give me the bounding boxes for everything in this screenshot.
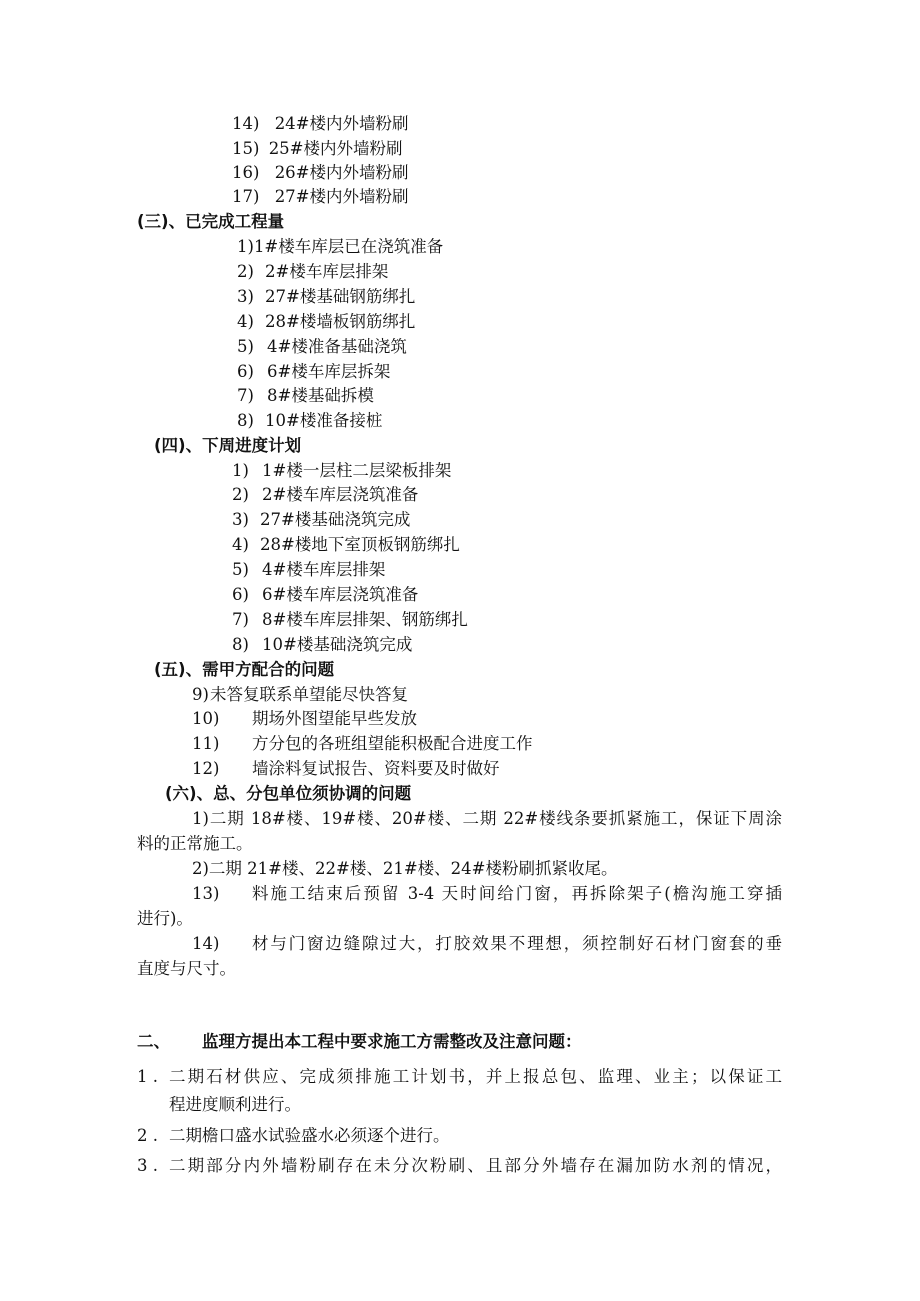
paragraph-line: 进行)。 <box>137 909 193 928</box>
list-item: 3) 27#楼基础钢筋绑扎 <box>237 287 416 306</box>
list-item: 16) 26#楼内外墙粉刷 <box>232 163 409 182</box>
list-item: 8) 10#楼基础浇筑完成 <box>232 635 413 654</box>
numbered-item: 1 . 二期石材供应、完成须排施工计划书，并上报总包、监理、业主；以保证工 <box>137 1067 782 1086</box>
list-item: 5) 4#楼准备基础浇筑 <box>237 337 407 356</box>
list-item: 11) 方分包的各班组望能积极配合进度工作 <box>192 734 533 753</box>
part-number: 二、 <box>137 1032 170 1051</box>
list-item: 1) 1#楼一层柱二层梁板排架 <box>232 461 452 480</box>
numbered-item: 3 . 二期部分内外墙粉刷存在未分次粉刷、且部分外墙存在漏加防水剂的情况， <box>137 1156 782 1175</box>
list-item: 17) 27#楼内外墙粉刷 <box>232 187 409 206</box>
list-item: 3) 27#楼基础浇筑完成 <box>232 510 411 529</box>
section-heading: (三)、已完成工程量 <box>137 212 285 231</box>
paragraph-line: 直度与尺寸。 <box>137 959 236 978</box>
numbered-item-continuation: 程进度顺利进行。 <box>169 1095 301 1114</box>
list-item: 2) 2#楼车库层排架 <box>237 262 389 281</box>
list-item: 15) 25#楼内外墙粉刷 <box>232 139 403 158</box>
list-item: 5) 4#楼车库层排架 <box>232 560 386 579</box>
list-item: 1)1#楼车库层已在浇筑准备 <box>237 237 444 256</box>
paragraph-line: 1)二期 18#楼、19#楼、20#楼、二期 22#楼线条要抓紧施工，保证下周涂 <box>192 809 782 828</box>
part-heading: 监理方提出本工程中要求施工方需整改及注意问题： <box>202 1032 582 1051</box>
list-item: 8) 10#楼准备接桩 <box>237 411 383 430</box>
list-item: 4) 28#楼地下室顶板钢筋绑扎 <box>232 535 460 554</box>
list-item: 9)未答复联系单望能尽快答复 <box>192 685 408 704</box>
list-item: 14) 24#楼内外墙粉刷 <box>232 114 409 133</box>
list-item: 6) 6#楼车库层浇筑准备 <box>232 585 419 604</box>
numbered-item: 2 . 二期檐口盛水试验盛水必须逐个进行。 <box>137 1126 450 1145</box>
section-heading: (六)、总、分包单位须协调的问题 <box>165 784 412 803</box>
list-item: 2) 2#楼车库层浇筑准备 <box>232 485 419 504</box>
list-item: 12) 墙涂料复试报告、资料要及时做好 <box>192 759 500 778</box>
section-heading: (五)、需甲方配合的问题 <box>154 660 335 679</box>
paragraph-line: 13) 料施工结束后预留 3-4 天时间给门窗，再拆除架子(檐沟施工穿插 <box>192 884 782 903</box>
list-item: 4) 28#楼墙板钢筋绑扎 <box>237 312 416 331</box>
paragraph-line: 2)二期 21#楼、22#楼、21#楼、24#楼粉刷抓紧收尾。 <box>192 859 618 878</box>
list-item: 7) 8#楼基础拆模 <box>237 386 374 405</box>
list-item: 7) 8#楼车库层排架、钢筋绑扎 <box>232 610 468 629</box>
list-item: 6) 6#楼车库层拆架 <box>237 362 391 381</box>
section-heading: (四)、下周进度计划 <box>154 436 302 455</box>
paragraph-line: 14) 材与门窗边缝隙过大，打胶效果不理想，须控制好石材门窗套的垂 <box>192 934 782 953</box>
list-item: 10) 期场外图望能早些发放 <box>192 709 417 728</box>
paragraph-line: 料的正常施工。 <box>137 834 253 853</box>
